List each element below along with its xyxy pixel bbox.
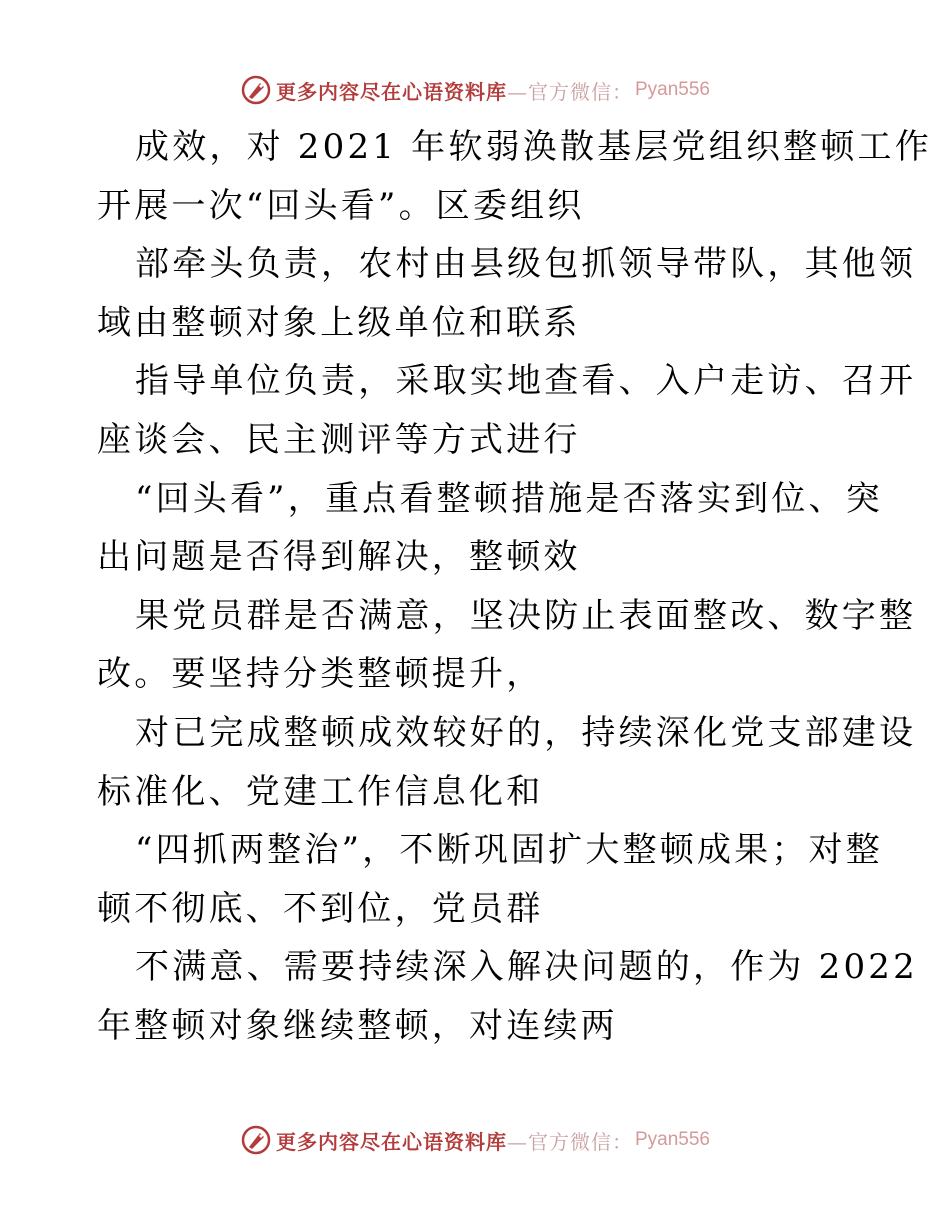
banner-text (276, 1126, 633, 1155)
header-banner (0, 70, 950, 110)
body-line: 年整顿对象继续整顿，对连续两 (97, 1005, 618, 1046)
banner-separator: — (506, 79, 528, 104)
body-line: 顿不彻底、不到位，党员群 (97, 888, 544, 929)
body-line: 成效，对 2021 年软弱涣散基层党组织整顿工作 (135, 127, 932, 167)
body-line: 果党员群是否满意，坚决防止表面整改、数字整 (135, 595, 917, 636)
banner-text (276, 76, 633, 105)
body-line: 对已完成整顿成效较好的，持续深化党支部建设 (135, 712, 917, 753)
body-line: 出问题是否得到解决，整顿效 (97, 537, 581, 578)
body-line: 开展一次“回头看”。区委组织 (97, 185, 585, 226)
body-line: 域由整顿对象上级单位和联系 (97, 302, 581, 343)
body-line: 部牵头负责，农村由县级包抓领导带队，其他领 (135, 244, 917, 285)
banner-secondary-text: 官方微信： (527, 1129, 633, 1154)
body-line: 改。要坚持分类整顿提升， (97, 654, 544, 695)
document-body (97, 118, 932, 1056)
footer-banner (0, 1120, 950, 1160)
body-line: “四抓两整治”，不断巩固扩大整顿成果；对整 (135, 830, 883, 871)
banner-secondary-text: 官方微信： (527, 79, 633, 104)
body-line: 不满意、需要持续深入解决问题的，作为 2022 (135, 947, 918, 988)
banner-main-text: 更多内容尽在心语资料库 (275, 79, 507, 104)
body-line: 标准化、党建工作信息化和 (97, 771, 544, 812)
body-line: 座谈会、民主测评等方式进行 (97, 419, 581, 460)
body-line: 指导单位负责，采取实地查看、入户走访、召开 (135, 361, 917, 402)
pen-nib-logo-icon (240, 1124, 272, 1156)
body-line: “回头看”，重点看整顿措施是否落实到位、突 (135, 478, 883, 519)
banner-wechat-id: Pyan556 (634, 1129, 710, 1150)
banner-main-text: 更多内容尽在心语资料库 (275, 1129, 507, 1154)
banner-separator: — (506, 1129, 528, 1154)
pen-nib-logo-icon (240, 74, 272, 106)
banner-wechat-id: Pyan556 (634, 79, 710, 100)
